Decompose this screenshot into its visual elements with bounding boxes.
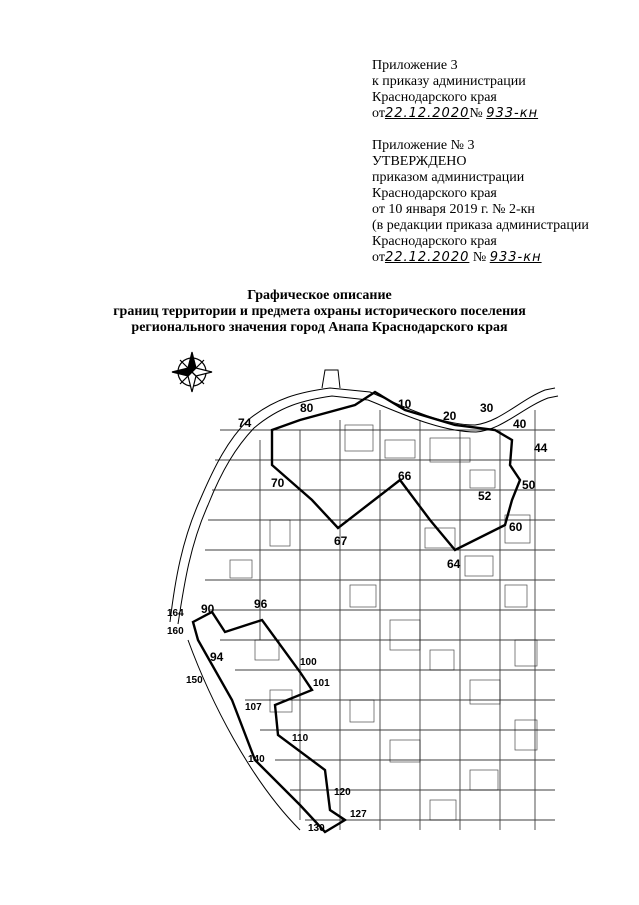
compass-rose-icon [172,352,212,392]
approval-date-prefix: от [372,250,385,265]
point-label-80: 80 [300,401,314,415]
appendix-line-1: Приложение 3 [372,58,458,73]
point-label-66: 66 [398,469,412,483]
title-line-2: границ территории и предмета охраны исторического поселения [113,304,526,319]
point-label-50: 50 [522,478,536,492]
appendix-date-prefix: от [372,106,385,121]
point-label-130: 130 [308,823,325,834]
appendix-stamp [372,58,632,122]
approval-line-7: Краснодарского края [372,234,497,249]
street-grid [205,410,555,830]
title-line-3: регионального значения город Анапа Краснодарского края [131,320,508,335]
point-label-20: 20 [443,409,457,423]
appendix-handwritten-date: 22.12.2020 [384,106,470,121]
point-label-40: 40 [513,417,527,431]
approval-line-6: (в редакции приказа администрации [372,218,589,233]
point-label-74: 74 [238,416,252,430]
appendix-handwritten-number: 933-кн [486,106,539,121]
approval-line-2: УТВЕРЖДЕНО [372,154,467,169]
appendix-number-sign: № [469,106,483,121]
point-label-10: 10 [398,397,412,411]
title-line-1: Графическое описание [247,288,392,303]
point-label-44: 44 [534,441,548,455]
point-label-90: 90 [201,602,215,616]
point-label-150: 150 [186,675,203,686]
point-label-107: 107 [245,702,262,713]
point-label-96: 96 [254,597,268,611]
approval-number-sign: № [472,250,487,265]
boundary-map [150,340,560,840]
pier [322,370,340,388]
territory-boundary-lower [193,612,345,832]
point-label-100: 100 [300,657,317,668]
point-label-127: 127 [350,809,367,820]
point-label-70: 70 [271,476,285,490]
approval-line-5: от 10 января 2019 г. № 2-кн [372,202,535,217]
approval-handwritten-number: 933-кн [489,250,542,265]
point-label-64: 64 [447,557,461,571]
point-label-30: 30 [480,401,494,415]
point-label-60: 60 [509,520,523,534]
approval-handwritten-date: 22.12.2020 [384,250,470,265]
point-label-67: 67 [334,534,348,548]
point-label-164: 164 [167,608,184,619]
point-label-110: 110 [292,733,309,744]
approval-stamp [372,138,632,266]
approval-line-4: Краснодарского края [372,186,497,201]
point-label-101: 101 [313,678,330,689]
point-label-52: 52 [478,489,492,503]
point-label-120: 120 [334,787,351,798]
boundary-map-svg [150,340,560,840]
approval-line-1: Приложение № 3 [372,138,475,153]
appendix-line-3: Краснодарского края [372,90,497,105]
approval-line-3: приказом администрации [372,170,525,185]
territory-boundary [272,392,520,550]
approval-line-8 [372,250,632,266]
point-label-160: 160 [167,626,184,637]
appendix-line-4 [372,106,632,122]
point-label-94: 94 [210,650,224,664]
point-label-140: 140 [248,754,265,765]
document-title [0,288,639,336]
appendix-line-2: к приказу администрации [372,74,526,89]
